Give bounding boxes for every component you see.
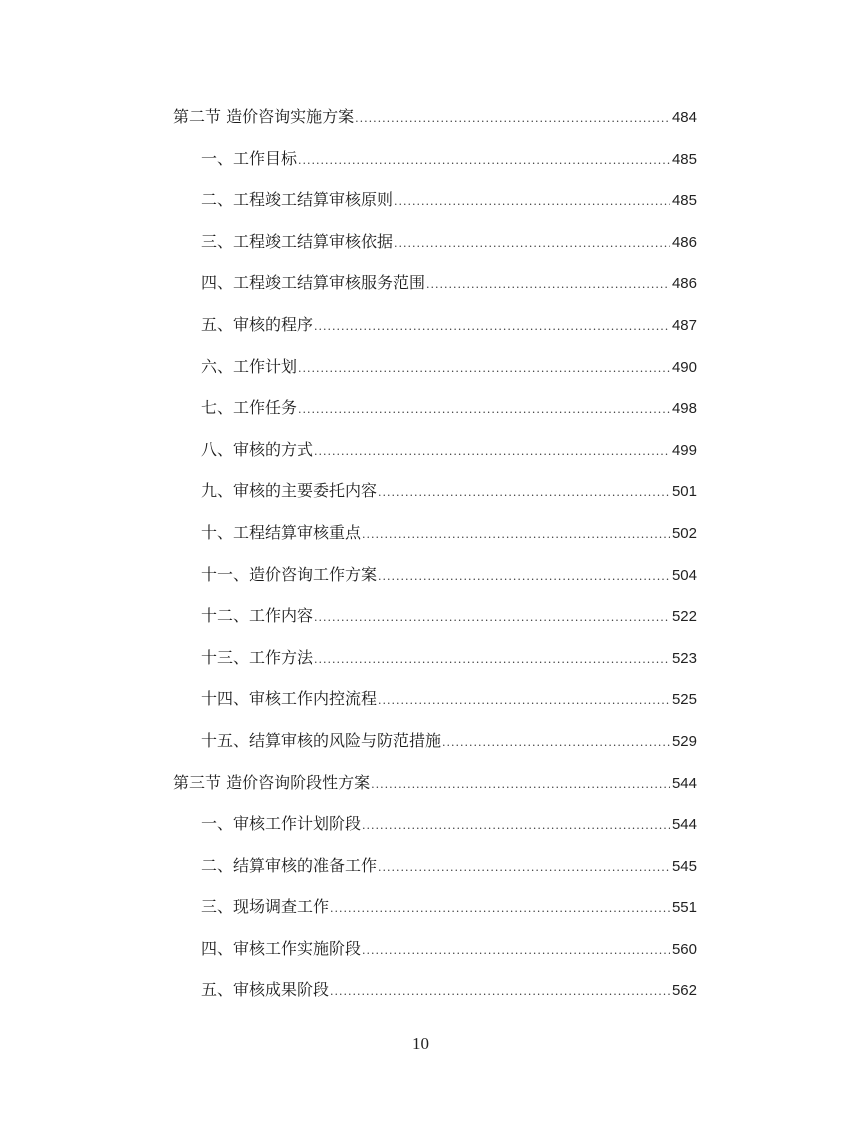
toc-entry-label: 六、工作计划 bbox=[201, 356, 298, 376]
toc-entry-label: 五、审核成果阶段 bbox=[201, 980, 330, 1000]
toc-entry-label: 十五、结算审核的风险与防范措施 bbox=[201, 730, 442, 750]
toc-leader-dots bbox=[394, 186, 670, 218]
toc-entry[interactable] bbox=[173, 933, 697, 975]
toc-entry-label: 一、工作目标 bbox=[201, 148, 298, 168]
toc-leader-dots bbox=[298, 394, 670, 426]
toc-entry-page: 504 bbox=[671, 566, 697, 584]
toc-entry-page: 486 bbox=[671, 233, 697, 251]
toc-entry-label: 第三节 造价咨询阶段性方案 bbox=[173, 772, 371, 792]
toc-entry[interactable] bbox=[173, 184, 697, 226]
toc-entry[interactable] bbox=[173, 808, 697, 850]
toc-leader-dots bbox=[371, 769, 670, 801]
toc-entry-page: 523 bbox=[671, 649, 697, 667]
toc-entry-label: 十三、工作方法 bbox=[201, 647, 314, 667]
toc-leader-dots bbox=[378, 852, 670, 884]
table-of-contents bbox=[173, 101, 697, 1016]
page-number: 10 bbox=[412, 1034, 429, 1053]
toc-entry[interactable] bbox=[173, 642, 697, 684]
toc-entry-page: 486 bbox=[671, 275, 697, 293]
toc-entry-page: 487 bbox=[671, 316, 697, 334]
toc-entry-page: 502 bbox=[671, 524, 697, 542]
toc-entry-page: 544 bbox=[671, 816, 697, 834]
toc-entry-label: 八、审核的方式 bbox=[201, 439, 314, 459]
toc-entry-page: 551 bbox=[671, 899, 697, 917]
toc-entry[interactable] bbox=[173, 267, 697, 309]
toc-entry-page: 485 bbox=[671, 192, 697, 210]
toc-entry-page: 485 bbox=[671, 150, 697, 168]
toc-entry-label: 十二、工作内容 bbox=[201, 606, 314, 626]
toc-entry-page: 484 bbox=[671, 109, 697, 126]
toc-entry-page: 562 bbox=[671, 982, 697, 1000]
toc-leader-dots bbox=[298, 353, 670, 385]
toc-entry[interactable] bbox=[173, 392, 697, 434]
toc-entry-page: 522 bbox=[671, 608, 697, 626]
toc-entry[interactable] bbox=[173, 974, 697, 1016]
toc-leader-dots bbox=[314, 602, 670, 634]
toc-entry-label: 九、审核的主要委托内容 bbox=[201, 481, 378, 501]
toc-entry-label: 十、工程结算审核重点 bbox=[201, 522, 362, 542]
toc-leader-dots bbox=[378, 561, 670, 593]
toc-entry-page: 529 bbox=[671, 732, 697, 750]
toc-entry-label: 十四、审核工作内控流程 bbox=[201, 689, 378, 709]
toc-entry[interactable] bbox=[173, 143, 697, 185]
toc-leader-dots bbox=[314, 311, 670, 343]
toc-entry[interactable] bbox=[173, 850, 697, 892]
toc-entry-page: 545 bbox=[671, 857, 697, 875]
toc-entry-page: 498 bbox=[671, 400, 697, 418]
toc-entry[interactable] bbox=[173, 725, 697, 767]
toc-entry-label: 七、工作任务 bbox=[201, 398, 298, 418]
toc-leader-dots bbox=[442, 727, 670, 759]
toc-leader-dots bbox=[298, 145, 670, 177]
toc-entry[interactable] bbox=[173, 226, 697, 268]
toc-entry[interactable] bbox=[173, 683, 697, 725]
toc-entry[interactable] bbox=[173, 101, 697, 143]
toc-leader-dots bbox=[355, 103, 670, 135]
toc-entry[interactable] bbox=[173, 309, 697, 351]
toc-leader-dots bbox=[362, 519, 670, 551]
toc-entry-page: 560 bbox=[671, 940, 697, 958]
toc-entry-page: 490 bbox=[671, 358, 697, 376]
toc-entry[interactable] bbox=[173, 891, 697, 933]
toc-leader-dots bbox=[394, 228, 670, 260]
toc-leader-dots bbox=[362, 810, 670, 842]
toc-entry-label: 五、审核的程序 bbox=[201, 314, 314, 334]
toc-entry[interactable] bbox=[173, 767, 697, 809]
toc-entry-label: 十一、造价咨询工作方案 bbox=[201, 564, 378, 584]
toc-entry[interactable] bbox=[173, 559, 697, 601]
toc-entry[interactable] bbox=[173, 434, 697, 476]
toc-leader-dots bbox=[314, 436, 670, 468]
toc-leader-dots bbox=[330, 976, 670, 1008]
toc-leader-dots bbox=[378, 477, 670, 509]
toc-entry-label: 二、工程竣工结算审核原则 bbox=[201, 190, 394, 210]
toc-leader-dots bbox=[330, 893, 670, 925]
toc-entry-label: 第二节 造价咨询实施方案 bbox=[173, 107, 355, 126]
toc-entry-page: 544 bbox=[671, 774, 697, 792]
toc-entry[interactable] bbox=[173, 517, 697, 559]
toc-entry[interactable] bbox=[173, 600, 697, 642]
toc-entry-page: 499 bbox=[671, 441, 697, 459]
toc-leader-dots bbox=[362, 935, 670, 967]
toc-leader-dots bbox=[378, 685, 670, 717]
toc-entry-label: 三、现场调查工作 bbox=[201, 897, 330, 917]
toc-entry-page: 501 bbox=[671, 483, 697, 501]
toc-entry-page: 525 bbox=[671, 691, 697, 709]
toc-entry[interactable] bbox=[173, 351, 697, 393]
toc-entry[interactable] bbox=[173, 475, 697, 517]
toc-leader-dots bbox=[314, 644, 670, 676]
toc-entry-label: 四、审核工作实施阶段 bbox=[201, 938, 362, 958]
toc-entry-label: 四、工程竣工结算审核服务范围 bbox=[201, 273, 426, 293]
toc-entry-label: 三、工程竣工结算审核依据 bbox=[201, 231, 394, 251]
toc-leader-dots bbox=[426, 269, 670, 301]
toc-entry-label: 二、结算审核的准备工作 bbox=[201, 855, 378, 875]
toc-entry-label: 一、审核工作计划阶段 bbox=[201, 814, 362, 834]
